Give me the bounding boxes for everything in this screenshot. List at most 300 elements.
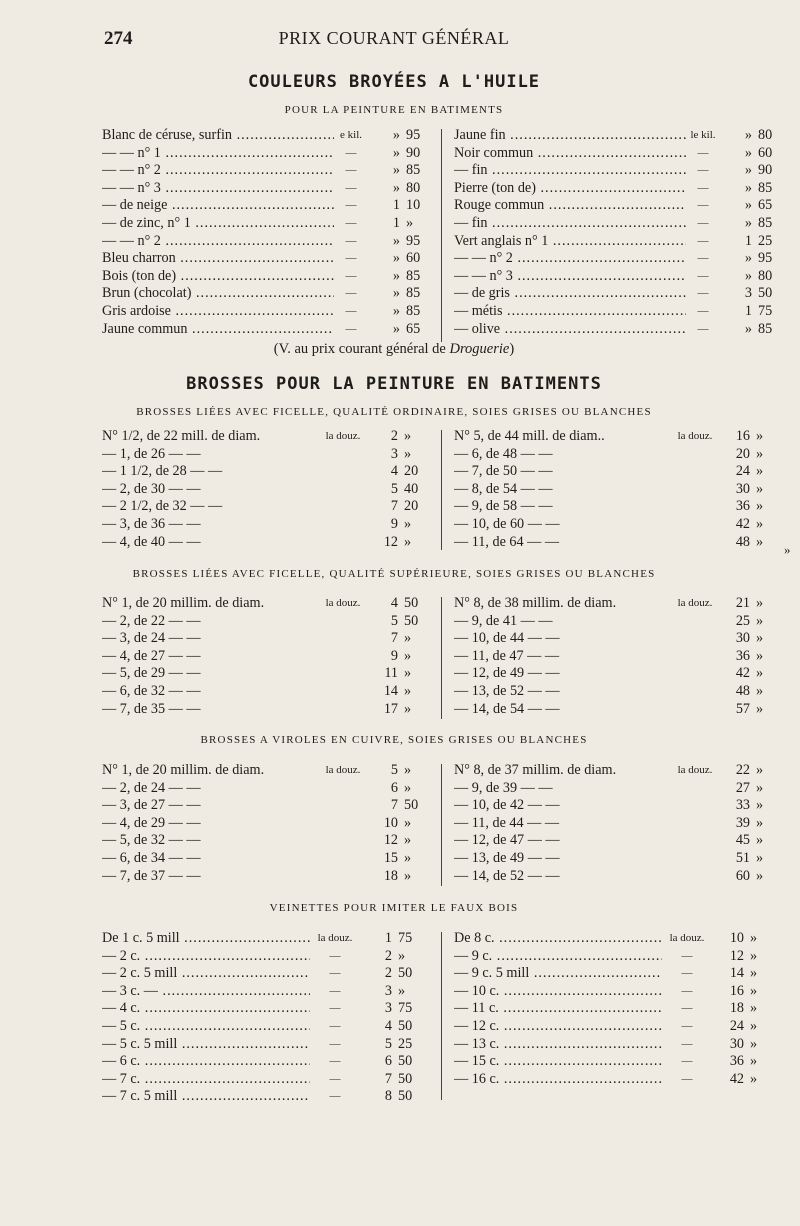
price-francs: 5 <box>384 1035 392 1052</box>
price-francs: » <box>392 127 400 143</box>
price-centimes: » <box>756 515 764 532</box>
item-label: — fin ..... <box>454 215 686 233</box>
price-francs: 2 <box>384 965 392 982</box>
column-divider <box>441 764 442 886</box>
column-left <box>102 127 440 338</box>
brush-price-row <box>454 815 792 833</box>
brush-price-row <box>454 498 792 516</box>
item-unit: la douz. <box>325 597 361 609</box>
brush-price-row <box>102 648 440 666</box>
price-centimes: » <box>750 965 758 982</box>
price-centimes: » <box>404 533 412 550</box>
price-centimes: 50 <box>404 612 419 629</box>
item-label: — de neige ..... <box>102 197 334 215</box>
veinette-price-row <box>454 1053 792 1071</box>
item-unit: — <box>681 1055 693 1068</box>
item-label: — 5 c. ..... <box>102 1018 310 1036</box>
item-label: — 11 c. ..... <box>454 1000 662 1018</box>
item-label: — 9, de 58 — — <box>454 498 553 515</box>
item-label: — 12, de 49 — — <box>454 665 560 682</box>
price-francs: 24 <box>729 1017 744 1034</box>
price-centimes: » <box>404 630 412 647</box>
item-unit: — <box>681 1002 693 1015</box>
price-francs: 48 <box>735 682 750 699</box>
item-unit: — <box>697 181 709 194</box>
item-label: — 14, de 54 — — <box>454 700 560 717</box>
price-table-brushes-viroles <box>102 762 792 888</box>
item-label: — 4, de 27 — — <box>102 647 201 664</box>
item-label: — 13 c. ..... <box>454 1036 662 1054</box>
item-unit: — <box>345 181 357 194</box>
item-label: — — n° 3 ..... <box>102 180 334 198</box>
brush-price-row <box>102 815 440 833</box>
page-number: 274 <box>104 28 133 49</box>
item-label: — 9 c. ..... <box>454 948 662 966</box>
price-francs: 11 <box>384 665 398 682</box>
item-unit: — <box>681 1019 693 1032</box>
price-centimes: » <box>404 867 412 884</box>
item-label: — 2 c. 5 mill ..... <box>102 965 310 983</box>
color-price-row <box>102 197 440 215</box>
price-francs: 30 <box>735 480 750 497</box>
veinette-price-row <box>454 1018 792 1036</box>
price-centimes: 90 <box>758 162 773 179</box>
brush-price-row <box>454 701 792 719</box>
item-unit: — <box>345 269 357 282</box>
item-label: — 11, de 64 — — <box>454 533 560 550</box>
price-francs: 9 <box>390 647 398 664</box>
color-price-row <box>454 215 792 233</box>
price-centimes: » <box>750 1070 758 1087</box>
price-centimes: 95 <box>406 127 421 143</box>
item-unit: la douz. <box>677 430 713 442</box>
price-francs: 21 <box>735 595 750 611</box>
item-label: — 13, de 49 — — <box>454 849 560 866</box>
price-centimes: 85 <box>406 285 421 302</box>
item-label: — 12 c. ..... <box>454 1018 662 1036</box>
item-label: — 7, de 50 — — <box>454 463 553 480</box>
brush-price-row <box>102 832 440 850</box>
price-francs: 39 <box>735 814 750 831</box>
price-centimes: 80 <box>758 127 773 143</box>
price-francs: » <box>744 267 752 284</box>
brush-price-row <box>102 701 440 719</box>
price-centimes: » <box>756 445 764 462</box>
color-price-row <box>102 285 440 303</box>
price-francs: » <box>392 232 400 249</box>
section-subtitle-colors: POUR LA PEINTURE EN BATIMENTS <box>284 104 504 116</box>
item-unit: — <box>345 287 357 300</box>
price-francs: » <box>744 214 752 231</box>
price-francs: 15 <box>383 849 398 866</box>
price-francs: 60 <box>735 867 750 884</box>
price-francs: 36 <box>729 1053 744 1070</box>
price-centimes: 75 <box>398 930 413 946</box>
price-centimes: » <box>750 1053 758 1070</box>
price-francs: 57 <box>735 700 750 717</box>
item-unit: — <box>345 304 357 317</box>
item-label: — de zinc, n° 1 ..... <box>102 215 334 233</box>
price-centimes: » <box>750 1000 758 1017</box>
item-unit: la douz. <box>325 764 361 776</box>
price-centimes: » <box>750 982 758 999</box>
item-label: N° 8, de 38 millim. de diam. <box>454 595 617 611</box>
item-label: — 14, de 52 — — <box>454 867 560 884</box>
item-label: — 6 c. ..... <box>102 1053 310 1071</box>
brush-price-row <box>454 463 792 481</box>
item-label: — 9, de 39 — — <box>454 779 553 796</box>
price-centimes: 10 <box>406 197 421 214</box>
price-francs: » <box>392 144 400 161</box>
price-centimes: » <box>756 814 764 831</box>
veinette-price-row <box>454 1071 792 1089</box>
price-centimes: » <box>756 612 764 629</box>
price-francs: 5 <box>390 480 398 497</box>
price-francs: 1 <box>384 930 392 946</box>
item-label: Pierre (ton de) ..... <box>454 180 686 198</box>
price-francs: 4 <box>384 1017 392 1034</box>
price-francs: 24 <box>735 463 750 480</box>
price-centimes: 20 <box>404 498 419 515</box>
item-unit: — <box>697 322 709 335</box>
price-francs: 16 <box>729 982 744 999</box>
price-francs: 4 <box>390 595 398 611</box>
item-label: — 9 c. 5 mill ..... <box>454 965 662 983</box>
section-title-brushes: BROSSES POUR LA PEINTURE EN BATIMENTS <box>186 374 602 394</box>
price-centimes: 65 <box>406 320 421 337</box>
veinette-price-row <box>454 1036 792 1054</box>
brush-price-row <box>102 780 440 798</box>
price-centimes: 85 <box>406 267 421 284</box>
price-centimes: 95 <box>758 250 773 267</box>
price-centimes: 25 <box>398 1035 413 1052</box>
price-francs: 48 <box>735 533 750 550</box>
item-label: — 10 c. ..... <box>454 983 662 1001</box>
price-centimes: » <box>398 982 406 999</box>
item-label: — 7, de 35 — — <box>102 700 201 717</box>
veinette-price-row <box>102 983 440 1001</box>
brush-price-row <box>454 868 792 886</box>
price-centimes: 80 <box>406 179 421 196</box>
price-francs: 42 <box>735 515 750 532</box>
price-francs: 3 <box>390 445 398 462</box>
brush-price-row <box>102 534 440 552</box>
item-label: — fin ..... <box>454 162 686 180</box>
price-francs: 14 <box>729 965 744 982</box>
item-unit: — <box>329 1055 341 1068</box>
price-francs: 6 <box>384 1053 392 1070</box>
price-centimes: » <box>756 849 764 866</box>
price-centimes: » <box>756 665 764 682</box>
veinette-price-row <box>454 948 792 966</box>
price-centimes: 65 <box>758 197 773 214</box>
item-unit: — <box>345 146 357 159</box>
item-label: Blanc de céruse, surfin ..... <box>102 127 334 145</box>
price-centimes: » <box>404 665 412 682</box>
item-label: — 13, de 52 — — <box>454 682 560 699</box>
price-francs: 36 <box>735 498 750 515</box>
item-label: N° 8, de 37 millim. de diam. <box>454 762 617 778</box>
price-francs: 12 <box>383 533 398 550</box>
column-right <box>454 930 792 1088</box>
price-francs: 5 <box>390 762 398 778</box>
price-francs: » <box>744 144 752 161</box>
price-francs: 7 <box>390 498 398 515</box>
color-price-row <box>454 145 792 163</box>
color-price-row <box>454 268 792 286</box>
item-label: Gris ardoise ..... <box>102 303 334 321</box>
item-label: N° 1, de 20 millim. de diam. <box>102 762 265 778</box>
price-francs: » <box>744 320 752 337</box>
price-centimes: » <box>750 930 758 946</box>
price-francs: » <box>744 127 752 143</box>
brush-price-row <box>454 850 792 868</box>
color-price-row <box>454 180 792 198</box>
note-text: (V. au prix courant général de Droguerie) <box>273 341 515 357</box>
price-centimes: 75 <box>398 1000 413 1017</box>
brush-price-row <box>102 850 440 868</box>
item-label: — — n° 2 ..... <box>102 233 334 251</box>
color-price-row <box>454 321 792 339</box>
item-label: — — n° 2 ..... <box>102 162 334 180</box>
price-francs: 18 <box>383 867 398 884</box>
price-centimes: » <box>756 700 764 717</box>
price-francs: 20 <box>735 445 750 462</box>
item-label: Noir commun ..... <box>454 145 686 163</box>
item-unit: — <box>697 199 709 212</box>
item-unit: — <box>681 967 693 980</box>
color-price-row <box>102 145 440 163</box>
item-label: — — n° 1 ..... <box>102 145 334 163</box>
price-centimes: 50 <box>758 285 773 302</box>
brush-price-row <box>454 665 792 683</box>
price-francs: 30 <box>729 1035 744 1052</box>
brush-price-row <box>102 868 440 886</box>
item-label: — 8, de 54 — — <box>454 480 553 497</box>
item-unit: — <box>345 252 357 265</box>
price-francs: 2 <box>384 947 392 964</box>
brush-price-row <box>102 683 440 701</box>
price-centimes: » <box>404 849 412 866</box>
price-table-brushes-superieure <box>102 595 792 721</box>
item-unit: la douz. <box>677 597 713 609</box>
price-centimes: » <box>756 647 764 664</box>
item-label: — 4, de 40 — — <box>102 533 201 550</box>
item-label: Bois (ton de) ..... <box>102 268 334 286</box>
price-francs: 7 <box>390 630 398 647</box>
brush-price-row <box>454 797 792 815</box>
group-subtitle-superieure: BROSSES LIÉES AVEC FICELLE, QUALITÉ SUPÉRIEURE, SOIES GRISES OU BLANCHES <box>132 568 656 580</box>
item-label: N° 1/2, de 22 mill. de diam. <box>102 428 261 444</box>
price-centimes: 50 <box>398 1017 413 1034</box>
price-centimes: 50 <box>398 965 413 982</box>
color-price-row <box>102 268 440 286</box>
color-price-row <box>102 321 440 339</box>
brush-price-row <box>454 446 792 464</box>
price-centimes: » <box>750 1035 758 1052</box>
column-right <box>454 428 792 551</box>
price-centimes: » <box>404 700 412 717</box>
item-unit: — <box>345 234 357 247</box>
price-francs: 1 <box>744 232 752 249</box>
price-francs: 33 <box>735 797 750 814</box>
price-centimes: » <box>756 682 764 699</box>
brush-price-row <box>102 665 440 683</box>
price-centimes: » <box>756 498 764 515</box>
price-francs: 42 <box>729 1070 744 1087</box>
price-centimes: 95 <box>406 232 421 249</box>
brush-price-row <box>102 516 440 534</box>
price-francs: » <box>392 267 400 284</box>
item-label: Jaune fin ..... <box>454 127 686 145</box>
brush-price-row <box>102 498 440 516</box>
brush-price-row <box>102 446 440 464</box>
item-label: De 8 c. ..... <box>454 930 662 948</box>
veinette-price-row <box>454 965 792 983</box>
column-divider <box>441 932 442 1100</box>
price-francs: » <box>392 320 400 337</box>
item-label: — 11, de 47 — — <box>454 647 560 664</box>
brush-price-row <box>102 428 440 446</box>
brush-price-row <box>454 762 792 780</box>
item-label: — 4, de 29 — — <box>102 814 201 831</box>
item-label: N° 1, de 20 millim. de diam. <box>102 595 265 611</box>
item-unit: le kil. <box>690 129 716 141</box>
color-price-row <box>454 285 792 303</box>
price-centimes: 20 <box>404 463 419 480</box>
item-unit: — <box>697 216 709 229</box>
price-centimes: » <box>756 832 764 849</box>
color-price-row <box>102 233 440 251</box>
color-price-row <box>102 250 440 268</box>
price-table-colors <box>102 127 792 342</box>
item-label: — 3 c. — ..... <box>102 983 310 1001</box>
price-francs: 1 <box>392 214 400 231</box>
item-label: — 2, de 22 — — <box>102 612 201 629</box>
price-francs: » <box>744 250 752 267</box>
item-unit: — <box>345 322 357 335</box>
item-label: — olive ..... <box>454 321 686 339</box>
item-unit: — <box>697 304 709 317</box>
brush-price-row <box>102 797 440 815</box>
item-unit: — <box>329 1090 341 1103</box>
price-francs: 5 <box>390 612 398 629</box>
item-unit: — <box>681 1037 693 1050</box>
color-price-row <box>102 162 440 180</box>
section-subtitle-veinettes: VEINETTES POUR IMITER LE FAUX BOIS <box>269 902 519 914</box>
color-price-row <box>454 162 792 180</box>
price-centimes: 85 <box>758 320 773 337</box>
brush-price-row <box>454 481 792 499</box>
item-label: — 6, de 32 — — <box>102 682 201 699</box>
brush-price-row <box>454 516 792 534</box>
column-left <box>102 930 440 1106</box>
price-francs: 17 <box>383 700 398 717</box>
item-unit: — <box>329 949 341 962</box>
stray-mark: » <box>784 542 791 557</box>
brush-price-row <box>454 683 792 701</box>
item-label: De 1 c. 5 mill ..... <box>102 930 310 948</box>
price-centimes: » <box>404 647 412 664</box>
price-francs: » <box>744 162 752 179</box>
color-price-row <box>454 250 792 268</box>
price-centimes: » <box>756 463 764 480</box>
brush-price-row <box>454 630 792 648</box>
price-francs: 3 <box>384 982 392 999</box>
price-centimes: 50 <box>398 1053 413 1070</box>
item-label: — 12, de 47 — — <box>454 832 560 849</box>
color-price-row <box>454 127 792 145</box>
item-unit: — <box>681 984 693 997</box>
item-label: N° 5, de 44 mill. de diam.. <box>454 428 605 444</box>
price-centimes: 25 <box>758 232 773 249</box>
price-centimes: » <box>404 445 412 462</box>
price-centimes: » <box>750 1017 758 1034</box>
price-centimes: » <box>756 867 764 884</box>
color-price-row <box>102 215 440 233</box>
item-label: — 3, de 27 — — <box>102 797 201 814</box>
veinette-price-row <box>102 930 440 948</box>
item-label: — 2 1/2, de 32 — — <box>102 498 223 515</box>
column-right <box>454 127 792 338</box>
price-centimes: 80 <box>758 267 773 284</box>
item-unit: la douz. <box>317 932 353 944</box>
price-centimes: » <box>756 480 764 497</box>
price-centimes: 85 <box>406 302 421 319</box>
item-label: Rouge commun ..... <box>454 197 686 215</box>
price-francs: » <box>392 250 400 267</box>
veinette-price-row <box>102 1053 440 1071</box>
price-centimes: » <box>406 214 414 231</box>
item-label: — 5, de 29 — — <box>102 665 201 682</box>
item-unit: — <box>345 199 357 212</box>
veinette-price-row <box>102 965 440 983</box>
price-francs: » <box>744 179 752 196</box>
brush-price-row <box>454 832 792 850</box>
price-francs: 10 <box>383 814 398 831</box>
price-centimes: 60 <box>758 144 773 161</box>
veinette-price-row <box>454 1000 792 1018</box>
price-francs: 25 <box>735 612 750 629</box>
color-price-row <box>102 303 440 321</box>
item-label: — 6, de 34 — — <box>102 849 201 866</box>
price-centimes: 85 <box>758 214 773 231</box>
brush-price-row <box>102 463 440 481</box>
price-centimes: » <box>750 947 758 964</box>
cross-reference-note <box>104 341 684 358</box>
price-francs: 7 <box>390 797 398 814</box>
item-unit: — <box>329 1019 341 1032</box>
brush-price-row <box>454 648 792 666</box>
brush-price-row <box>454 780 792 798</box>
price-centimes: » <box>756 428 764 444</box>
item-unit: — <box>345 216 357 229</box>
brush-price-row <box>102 481 440 499</box>
color-price-row <box>102 180 440 198</box>
group-subtitle-ordinaire: BROSSES LIÉES AVEC FICELLE, QUALITÉ ORDINAIRE, SOIES GRISES OU BLANCHES <box>136 406 652 418</box>
item-label: — 3, de 36 — — <box>102 515 201 532</box>
price-francs: 9 <box>390 515 398 532</box>
item-unit: la douz. <box>677 764 713 776</box>
price-centimes: 85 <box>758 179 773 196</box>
item-unit: — <box>697 287 709 300</box>
price-francs: 16 <box>735 428 750 444</box>
item-label: — 5 c. 5 mill ..... <box>102 1036 310 1054</box>
price-centimes: » <box>404 762 412 778</box>
price-centimes: » <box>756 762 764 778</box>
item-unit: — <box>697 146 709 159</box>
price-francs: 12 <box>383 832 398 849</box>
